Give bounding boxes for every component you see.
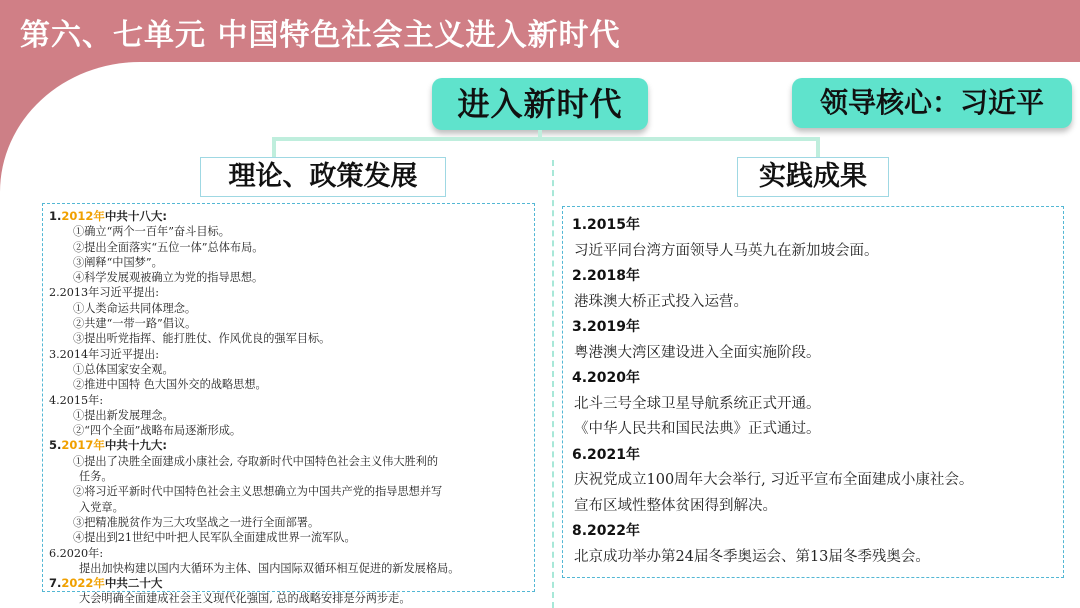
left-line: ②将习近平新时代中国特色社会主义思想确立为中国共产党的指导思想并写 bbox=[73, 485, 443, 499]
left-line: ②共建“一带一路”倡议。 bbox=[73, 317, 197, 331]
achievement-text: 粤港澳大湾区建设进入全面实施阶段。 bbox=[574, 344, 821, 361]
column-divider bbox=[552, 160, 554, 608]
left-line: ①总体国家安全观。 bbox=[73, 362, 174, 376]
year-label: 2017年 bbox=[61, 438, 105, 453]
left-line: 6.2020年: bbox=[49, 546, 104, 560]
achievement-text: 宣布区域性整体贫困得到解决。 bbox=[574, 497, 777, 514]
achievement-year: 8.2022年 bbox=[572, 523, 641, 539]
leader-box: 领导核心：习近平 bbox=[792, 78, 1072, 128]
achievement-year: 1.2015年 bbox=[572, 217, 641, 233]
left-line: ②“四个全面”战略布局逐渐形成。 bbox=[73, 424, 242, 438]
achievement-text: 北斗三号全球卫星导航系统正式开通。 bbox=[574, 395, 821, 412]
left-line: 3.2014年习近平提出: bbox=[49, 347, 160, 361]
tree-left-drop bbox=[272, 137, 276, 159]
achievements-list bbox=[562, 206, 1064, 578]
congress-label: 中共十八大: bbox=[104, 209, 167, 223]
left-line: 4.2015年: bbox=[49, 393, 104, 407]
left-line: ①提出新发展理念。 bbox=[73, 408, 174, 422]
left-line: 入党章。 bbox=[79, 500, 124, 514]
achievement-text: 习近平同台湾方面领导人马英九在新加坡会面。 bbox=[574, 242, 879, 259]
left-line: 提出加快构建以国内大循环为主体、国内国际双循环相互促进的新发展格局。 bbox=[79, 561, 460, 575]
left-line: ①人类命运共同体理念。 bbox=[73, 301, 197, 315]
left-line: 大会明确全面建成社会主义现代化强国, 总的战略安排是分两步走。 bbox=[79, 592, 411, 606]
congress-label: 中共十九大: bbox=[104, 438, 167, 453]
left-line: ④科学发展观被确立为党的指导思想。 bbox=[73, 271, 264, 285]
achievement-text: 庆祝党成立100周年大会举行, 习近平宣布全面建成小康社会。 bbox=[574, 472, 974, 488]
left-line: ②推进中国特 色大国外交的战略思想。 bbox=[73, 378, 267, 392]
left-line: 2.2013年习近平提出: bbox=[49, 286, 160, 300]
achievement-text: 港珠澳大桥正式投入运营。 bbox=[574, 293, 748, 310]
right-section-title: 实践成果 bbox=[737, 157, 889, 197]
left-line: ③阐释“中国梦”。 bbox=[73, 255, 163, 269]
center-title: 进入新时代 bbox=[432, 78, 648, 130]
left-section-title: 理论、政策发展 bbox=[200, 157, 446, 197]
header-bar bbox=[0, 0, 1080, 70]
item-number: 1. bbox=[49, 209, 62, 223]
item-number: 5. bbox=[49, 438, 62, 453]
item-number: 7. bbox=[49, 576, 62, 591]
left-heading-line bbox=[49, 209, 534, 224]
left-line: ③把精准脱贫作为三大攻坚战之一进行全面部署。 bbox=[73, 515, 320, 529]
achievement-year: 3.2019年 bbox=[572, 319, 641, 335]
achievement-text: 北京成功举办第24届冬季奥运会、第13届冬季残奥会。 bbox=[574, 548, 930, 565]
tree-right-drop bbox=[816, 137, 820, 159]
congress-label: 中共二十大 bbox=[104, 576, 163, 591]
left-heading-line bbox=[49, 438, 534, 453]
left-line: ④提出到21世纪中叶把人民军队全面建成世界一流军队。 bbox=[73, 531, 356, 545]
left-line: ①提出了决胜全面建成小康社会, 夺取新时代中国特色社会主义伟大胜利的 bbox=[73, 454, 439, 468]
achievement-year: 2.2018年 bbox=[572, 268, 641, 284]
left-heading-line bbox=[49, 576, 534, 591]
left-line: ②提出全面落实“五位一体”总体布局。 bbox=[73, 240, 264, 254]
year-label: 2022年 bbox=[61, 576, 105, 591]
achievement-year: 6.2021年 bbox=[572, 446, 641, 463]
left-line: ①确立“两个一百年”奋斗目标。 bbox=[73, 225, 230, 239]
tree-branch bbox=[272, 137, 820, 141]
page-title: 第六、七单元 中国特色社会主义进入新时代 bbox=[20, 18, 621, 53]
year-label: 2012年 bbox=[61, 209, 105, 223]
achievement-year: 4.2020年 bbox=[572, 370, 641, 386]
achievement-text: 《中华人民共和国民法典》正式通过。 bbox=[574, 421, 821, 437]
left-line: 任务。 bbox=[79, 470, 113, 484]
theory-policy-list bbox=[42, 203, 535, 606]
left-line: ③提出听党指挥、能打胜仗、作风优良的强军目标。 bbox=[73, 332, 331, 346]
